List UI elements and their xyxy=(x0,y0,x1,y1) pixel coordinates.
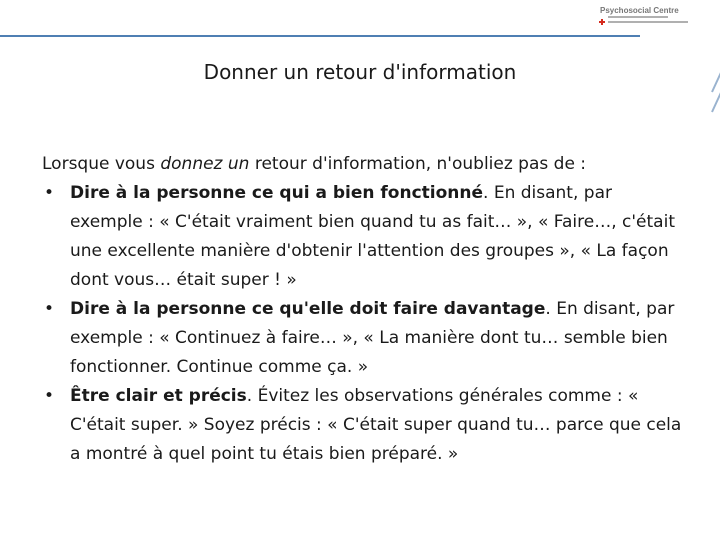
intro-text-end: retour d'information, n'oubliez pas de : xyxy=(249,154,587,174)
header-divider xyxy=(0,35,640,37)
red-cross-icon xyxy=(599,19,605,25)
list-item-heading: Dire à la personne ce qu'elle doit faire davantage xyxy=(70,299,546,319)
intro-paragraph xyxy=(42,150,682,179)
intro-text-italic: donnez un xyxy=(160,154,250,174)
slide-body xyxy=(42,150,682,469)
list-item xyxy=(42,295,682,382)
logo-title: Psychosocial Centre xyxy=(600,6,679,15)
slide-title: Donner un retour d'information xyxy=(203,60,517,84)
list-item-heading: Être clair et précis xyxy=(70,386,247,406)
list-item xyxy=(42,382,682,469)
list-item xyxy=(42,179,682,295)
list-item-text: . En disant, par exemple : « C'était vraiment bien quand tu as fait… », « Faire…, c'était une excellente manière d'obtenir l'attention des groupes », « La façon dont vous… était super ! » xyxy=(70,183,675,290)
logo-subtitle xyxy=(608,16,688,26)
feedback-tips-list xyxy=(42,179,682,469)
list-item-heading: Dire à la personne ce qui a bien fonctionné xyxy=(70,183,484,203)
list-item-text: . En disant, par exemple : « Continuez à faire… », « La manière dont tu… semble bien fonctionner. Continue comme ça. » xyxy=(70,299,675,377)
intro-text-start: Lorsque vous xyxy=(42,154,161,174)
list-item-text: . Évitez les observations générales comme : « C'était super. » Soyez précis : « C'était super quand tu… parce que cela a montré à quel point tu étais bien préparé. » xyxy=(70,386,682,464)
psychosocial-centre-logo xyxy=(594,5,706,31)
